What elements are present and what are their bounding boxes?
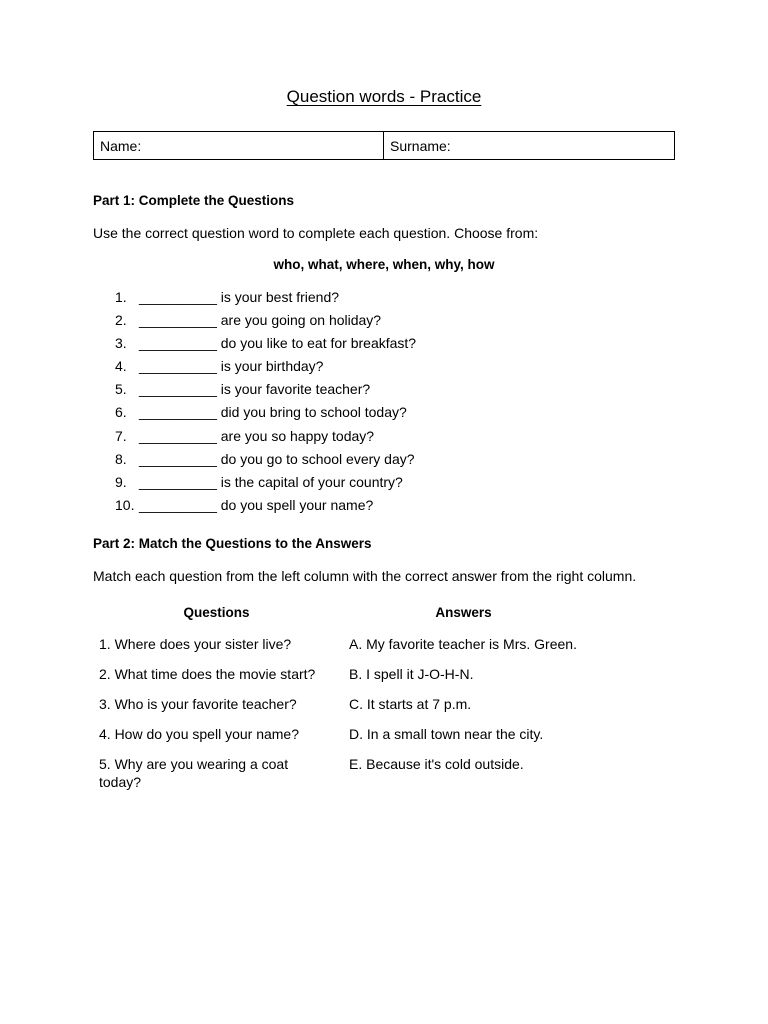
item-text: __________ are you so happy today?	[139, 427, 375, 444]
table-row	[93, 635, 593, 665]
item-number: 10.	[115, 496, 135, 513]
list-item	[115, 358, 416, 381]
match-question: 3. Who is your favorite teacher?	[99, 696, 297, 712]
list-item	[115, 474, 416, 497]
questions-column-header: Questions	[183, 605, 250, 620]
item-number: 8.	[115, 450, 127, 467]
item-number: 1.	[115, 289, 127, 305]
table-row	[93, 725, 593, 755]
list-item	[115, 381, 416, 404]
match-answer: A. My favorite teacher is Mrs. Green.	[349, 636, 577, 652]
item-text: __________ are you going on holiday?	[139, 312, 382, 329]
match-answer: C. It starts at 7 p.m.	[349, 696, 472, 712]
match-answer: E. Because it's cold outside.	[349, 756, 524, 772]
list-item	[115, 335, 416, 358]
item-number: 6.	[115, 404, 127, 421]
item-text: __________ do you go to school every day?	[139, 450, 415, 467]
name-table	[93, 131, 675, 160]
item-text: __________ do you like to eat for breakfast?	[139, 335, 417, 352]
table-row	[93, 665, 593, 695]
list-item	[115, 404, 416, 427]
name-field[interactable]: Name:	[94, 132, 384, 159]
surname-field[interactable]: Surname:	[390, 138, 451, 154]
item-number: 4.	[115, 358, 127, 375]
word-bank: who, what, where, when, why, how	[273, 257, 495, 272]
match-answer: D. In a small town near the city.	[349, 726, 544, 742]
part2-instruction: Match each question from the left column with the correct answer from the right column.	[93, 568, 637, 584]
item-text: __________ is your birthday?	[139, 358, 324, 375]
item-text: __________ is your best friend?	[139, 289, 340, 305]
matching-table	[93, 605, 593, 791]
match-question: 2. What time does the movie start?	[99, 666, 316, 682]
matching-header	[93, 605, 593, 635]
answers-column-header: Answers	[435, 605, 492, 620]
list-item	[115, 497, 416, 520]
item-text: __________ is your favorite teacher?	[139, 381, 371, 398]
item-number: 2.	[115, 312, 127, 329]
part1-instruction: Use the correct question word to complete each question. Choose from:	[93, 225, 539, 241]
match-question: 4. How do you spell your name?	[99, 726, 299, 742]
match-question: 1. Where does your sister live?	[99, 636, 292, 652]
question-list	[115, 289, 416, 520]
list-item	[115, 451, 416, 474]
table-row	[93, 695, 593, 725]
match-question: 5. Why are you wearing a coat today?	[99, 756, 289, 790]
item-number: 3.	[115, 335, 127, 352]
item-text: __________ did you bring to school today?	[139, 404, 407, 421]
page-title: Question words - Practice	[286, 87, 482, 106]
part2-heading: Part 2: Match the Questions to the Answers	[93, 536, 372, 551]
item-text: __________ do you spell your name?	[139, 496, 374, 513]
item-number: 7.	[115, 427, 127, 444]
part1-heading: Part 1: Complete the Questions	[93, 193, 295, 208]
item-number: 9.	[115, 473, 127, 490]
table-row	[93, 755, 593, 791]
item-text: __________ is the capital of your country?	[139, 473, 403, 490]
list-item	[115, 312, 416, 335]
list-item	[115, 428, 416, 451]
item-number: 5.	[115, 381, 127, 398]
match-answer: B. I spell it J-O-H-N.	[349, 666, 474, 682]
list-item	[115, 289, 416, 312]
